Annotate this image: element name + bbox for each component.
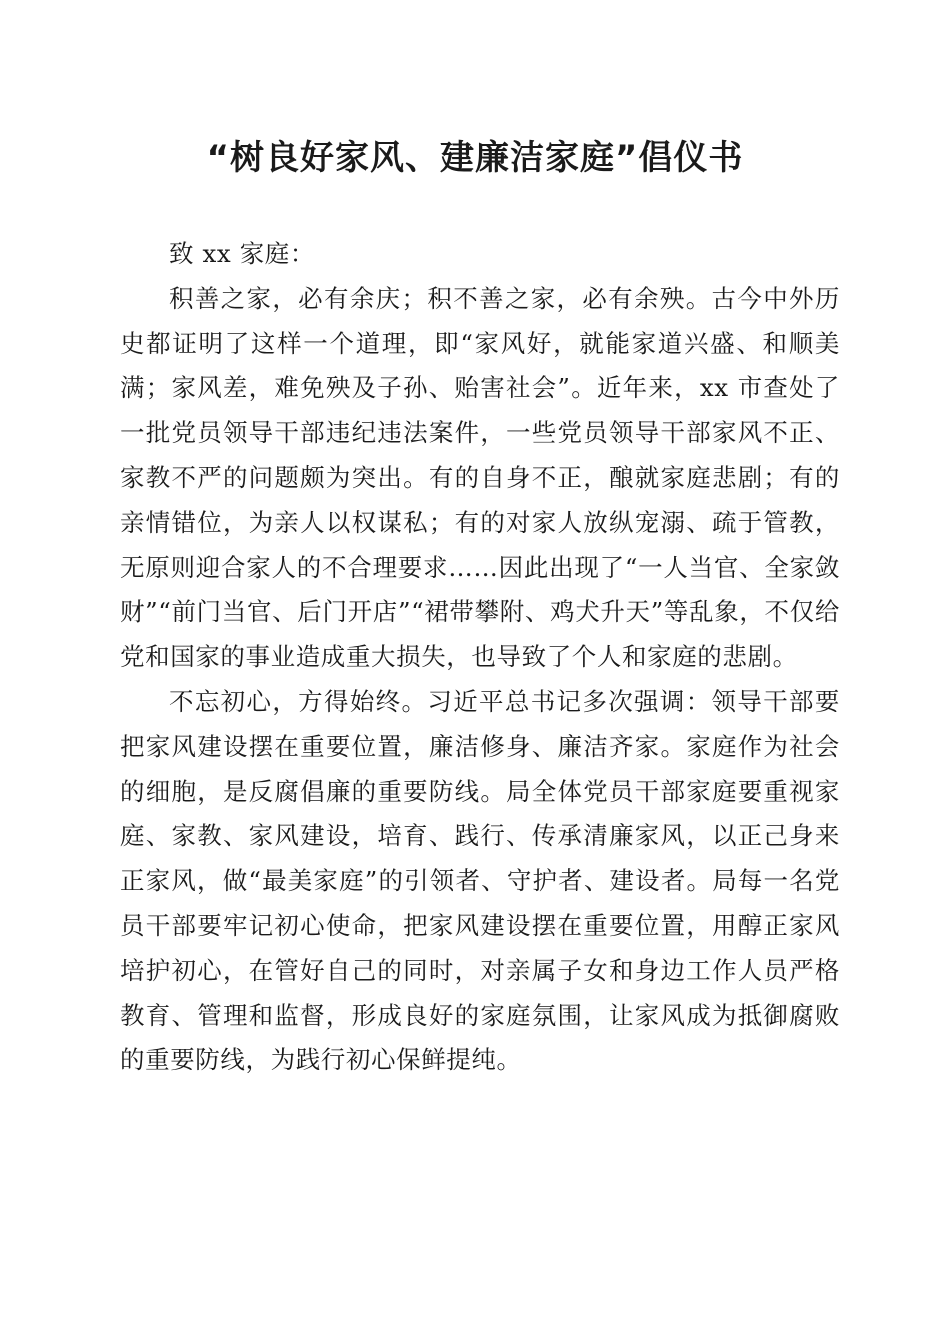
salutation: 致 xx 家庭： xyxy=(169,239,316,268)
document-body xyxy=(120,232,840,1083)
paragraph-2: 不忘初心，方得始终。习近平总书记多次强调：领导干部要把家风建设摆在重要位置，廉洁修身、廉洁齐家。家庭作为社会的细胞，是反腐倡廉的重要防线。局全体党员干部家庭要重视家庭、家教、家风建设，培育、践行、传承清廉家风，以正己身来正家风，做“最美家庭”的引领者、守护者、建设者。局每一名党员干部要牢记初心使命，把家风建设摆在重要位置，用醇正家风培护初心，在管好自己的同时，对亲属子女和身边工作人员严格教育、管理和监督，形成良好的家庭氛围，让家风成为抵御腐败的重要防线，为践行初心保鲜提纯。 xyxy=(120,686,840,1075)
paragraph-1: 积善之家，必有余庆；积不善之家，必有余殃。古今中外历史都证明了这样一个道理，即“家风好，就能家道兴盛、和顺美满；家风差，难免殃及子孙、贻害社会”。近年来，xx 市查处了一批党员领导干部违纪违法案件，一些党员领导干部家风不正、家教不严的问题颇为突出。有的自身不正，酿就家庭悲剧；有的亲情错位，为亲人以权谋私；有的对家人放纵宠溺、疏于管教，无原则迎合家人的不合理要求……因此出现了“一人当官、全家敛财”“前门当官、后门开店”“裙带攀附、鸡犬升天”等乱象，不仅给党和国家的事业造成重大损失，也导致了个人和家庭的悲剧。 xyxy=(120,283,840,672)
document-title: “树良好家风、建廉洁家庭”倡仪书 xyxy=(206,138,744,178)
